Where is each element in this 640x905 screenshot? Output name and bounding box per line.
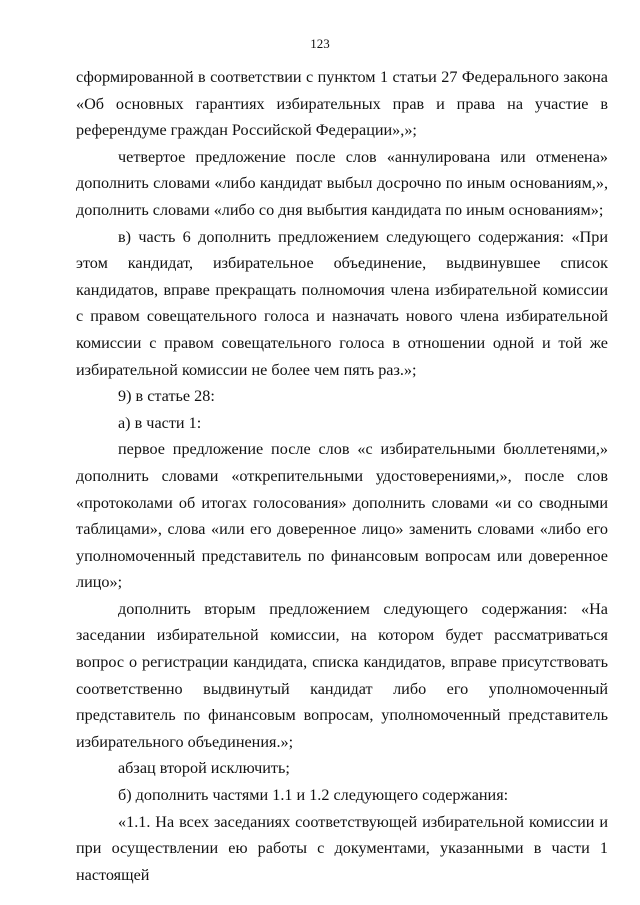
paragraph-6: первое предложение после слов «с избирательными бюллетенями,» дополнить словами «открепительными удостоверениями,», после слов «протоколами об итогах голосования» дополнить словами «и со сводными таблицами», слова «или его доверенное лицо» заменить словами «либо его уполномоченный представитель по финансовым вопросам или доверенное лицо»; (76, 440, 608, 592)
paragraph-4: 9) в статье 28: (118, 387, 215, 406)
paragraph-9: б) дополнить частями 1.1 и 1.2 следующего содержания: (118, 786, 509, 805)
paragraph-5: а) в части 1: (118, 413, 202, 432)
paragraph-8: абзац второй исключить; (118, 759, 290, 778)
paragraph-7: дополнить вторым предложением следующего содержания: «На заседании избирательной комиссии, на котором будет рассматриваться вопрос о регистрации кандидата, списка кандидатов, вправе присутствовать соответственно выдвинутый кандидат либо его уполномоченный представитель по финансовым вопросам, уполномоченный представитель избирательного объединения.»; (76, 599, 608, 751)
paragraph-2: четвертое предложение после слов «аннулирована или отменена» дополнить словами «либо кандидат выбыл досрочно по иным основаниям,», дополнить словами «либо со дня выбытия кандидата по иным основаниям»; (76, 147, 608, 219)
paragraph-3: в) часть 6 дополнить предложением следующего содержания: «При этом кандидат, избирательное объединение, выдвинувшее список кандидатов, вправе прекращать полномочия члена избирательной комиссии с правом совещательного голоса и назначать нового члена избирательной комиссии с правом совещательного голоса в отношении одной и той же избирательной комиссии не более чем пять раз.»; (76, 227, 608, 379)
page-number: 123 (310, 36, 330, 51)
paragraph-10: «1.1. На всех заседаниях соответствующей избирательной комиссии и при осуществлении ею работы с документами, указанными в части 1 настоящей (76, 812, 608, 884)
paragraph-1: сформированной в соответствии с пунктом 1 статьи 27 Федерального закона «Об основных гарантиях избирательных прав и права на участие в референдуме граждан Российской Федерации»,»; (76, 68, 608, 140)
document-body (76, 64, 608, 888)
